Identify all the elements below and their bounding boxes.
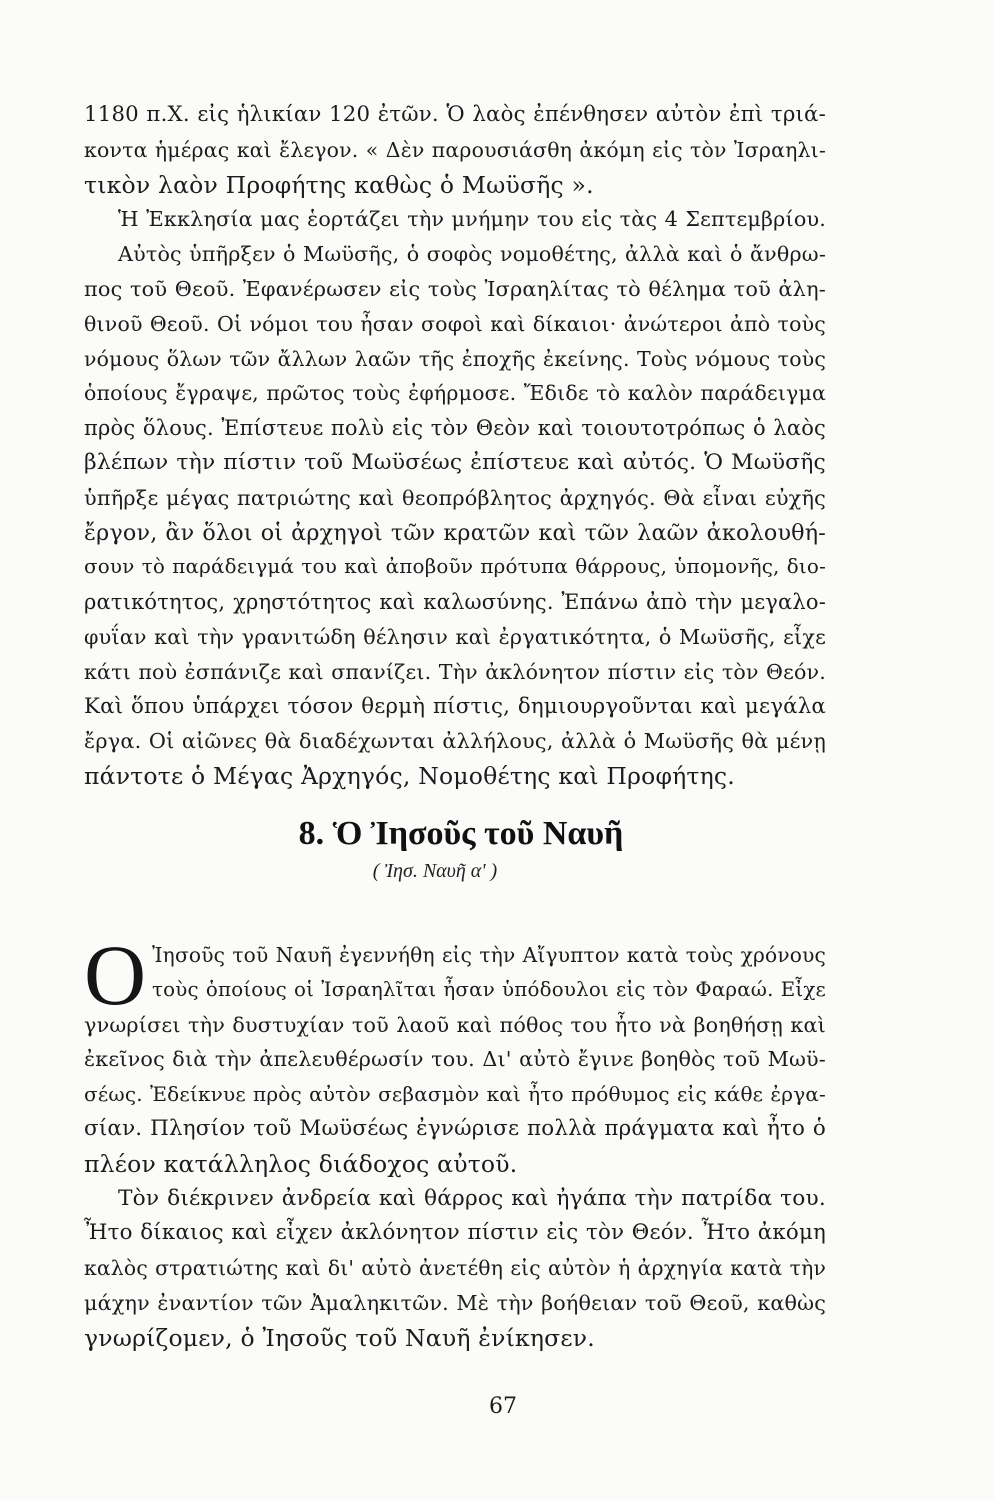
- drop-cap: O: [84, 927, 147, 1023]
- text-line: Αὐτὸς ὑπῆρξεν ὁ Μωϋσῆς, ὁ σοφὸς νομοθέτης, ἀλλὰ καὶ ὁ ἄνθρω-: [118, 242, 826, 267]
- text-line: τικὸν λαὸν Προφήτης καθὼς ὁ Μωϋσῆς ».: [84, 170, 594, 199]
- text-line: πος τοῦ Θεοῦ. Ἐφανέρωσεν εἰς τοὺς Ἰσραηλίτας τὸ θέλημα τοῦ ἀλη-: [84, 276, 826, 301]
- text-line: γνωρίζομεν, ὁ Ἰησοῦς τοῦ Ναυῆ ἐνίκησεν.: [84, 1323, 595, 1352]
- text-line: πλέον κατάλληλος διάδοχος αὐτοῦ.: [84, 1149, 518, 1178]
- text-line: Ἡ Ἐκκλησία μας ἑορτάζει τὴν μνήμην του εἰς τὰς 4 Σεπτεμβρίου.: [118, 207, 826, 232]
- text-line: ἔργα. Οἱ αἰῶνες θὰ διαδέχωνται ἀλλήλους, ἀλλὰ ὁ Μωϋσῆς θὰ μένῃ: [84, 729, 826, 754]
- text-line: τοὺς ὁποίους οἱ Ἰσραηλῖται ἦσαν ὑπόδουλοι εἰς τὸν Φαραώ. Εἶχε: [152, 977, 826, 1001]
- text-line: ρατικότητος, χρηστότητος καὶ καλωσύνης. Ἐπάνω ἀπὸ τὴν μεγαλο-: [84, 590, 826, 615]
- text-line: σουν τὸ παράδειγμά του καὶ ἀποβοῦν πρότυπα θάρρους, ὑπομονῆς, διο-: [84, 555, 826, 579]
- text-line: σίαν. Πλησίον τοῦ Μωϋσέως ἐγνώρισε πολλὰ πράγματα καὶ ἦτο ὁ: [84, 1115, 826, 1141]
- chapter-reference: ( Ἰησ. Ναυῆ α' ): [372, 860, 498, 882]
- text-line: βλέπων τὴν πίστιν τοῦ Μωϋσέως ἐπίστευε καὶ αὐτός. Ὁ Μωϋσῆς: [84, 449, 826, 475]
- text-line: ὑπῆρξε μέγας πατριώτης καὶ θεοπρόβλητος ἀρχηγός. Θὰ εἶναι εὐχῆς: [84, 485, 826, 510]
- text-line: πρὸς ὅλους. Ἐπίστευε πολὺ εἰς τὸν Θεὸν καὶ τοιουτοτρόπως ὁ λαὸς: [84, 416, 826, 441]
- top-text-block: [84, 98, 826, 794]
- text-line: ἐκεῖνος διὰ τὴν ἀπελευθέρωσίν του. Δι' αὐτὸ ἔγινε βοηθὸς τοῦ Μωϋ-: [84, 1047, 826, 1072]
- page-number: 67: [489, 1394, 517, 1419]
- text-line: Καὶ ὅπου ὑπάρχει τόσον θερμὴ πίστις, δημιουργοῦνται καὶ μεγάλα: [84, 693, 826, 719]
- chapter-title: 8. Ὁ Ἰησοῦς τοῦ Ναυῆ: [298, 815, 624, 852]
- text-line: σέως. Ἐδείκνυε πρὸς αὐτὸν σεβασμὸν καὶ ἦτο πρόθυμος εἰς κάθε ἐργα-: [84, 1082, 826, 1107]
- text-line: κοντα ἡμέρας καὶ ἔλεγον. « Δὲν παρουσιάσθη ἀκόμη εἰς τὸν Ἰσραηλι-: [84, 137, 826, 162]
- text-line: καλὸς στρατιώτης καὶ δι' αὐτὸ ἀνετέθη εἰς αὐτὸν ἡ ἀρχηγία κατὰ τὴν: [84, 1256, 826, 1281]
- text-line: Ἦτο δίκαιος καὶ εἶχεν ἀκλόνητον πίστιν εἰς τὸν Θεόν. Ἦτο ἀκόμη: [84, 1220, 826, 1246]
- text-line: Τὸν διέκρινεν ἀνδρεία καὶ θάρρος καὶ ἠγάπα τὴν πατρίδα του.: [118, 1185, 826, 1211]
- text-line: ἔργον, ἂν ὅλοι οἱ ἀρχηγοὶ τῶν κρατῶν καὶ τῶν λαῶν ἀκολουθή-: [84, 519, 826, 546]
- chapter-heading: [84, 812, 826, 884]
- text-line: πάντοτε ὁ Μέγας Ἀρχηγός, Νομοθέτης καὶ Προφήτης.: [84, 762, 735, 791]
- text-line: γνωρίσει τὴν δυστυχίαν τοῦ λαοῦ καὶ πόθος του ἦτο νὰ βοηθήσῃ καὶ: [84, 1012, 826, 1037]
- text-line: Ἰησοῦς τοῦ Ναυῆ ἐγεννήθη εἰς τὴν Αἴγυπτον κατὰ τοὺς χρόνους: [152, 943, 826, 967]
- chapter-text-block: [84, 927, 826, 1356]
- text-line: μάχην ἐναντίον τῶν Ἀμαληκιτῶν. Μὲ τὴν βοήθειαν τοῦ Θεοῦ, καθὼς: [84, 1290, 826, 1315]
- text-line: νόμους ὅλων τῶν ἄλλων λαῶν τῆς ἐποχῆς ἐκείνης. Τοὺς νόμους τοὺς: [84, 346, 826, 371]
- text-line: κάτι ποὺ ἐσπάνιζε καὶ σπανίζει. Τὴν ἀκλόνητον πίστιν εἰς τὸν Θεόν.: [84, 659, 826, 684]
- text-line: 1180 π.Χ. εἰς ἡλικίαν 120 ἐτῶν. Ὁ λαὸς ἐπένθησεν αὐτὸν ἐπὶ τριά-: [84, 102, 826, 127]
- text-line: φυΐαν καὶ τὴν γρανιτώδη θέλησιν καὶ ἐργατικότητα, ὁ Μωϋσῆς, εἶχε: [84, 624, 826, 649]
- text-line: ὁποίους ἔγραψε, πρῶτος τοὺς ἐφήρμοσε. Ἔδιδε τὸ καλὸν παράδειγμα: [84, 381, 826, 406]
- text-line: θινοῦ Θεοῦ. Οἱ νόμοι του ἦσαν σοφοὶ καὶ δίκαιοι· ἀνώτεροι ἀπὸ τοὺς: [84, 311, 826, 336]
